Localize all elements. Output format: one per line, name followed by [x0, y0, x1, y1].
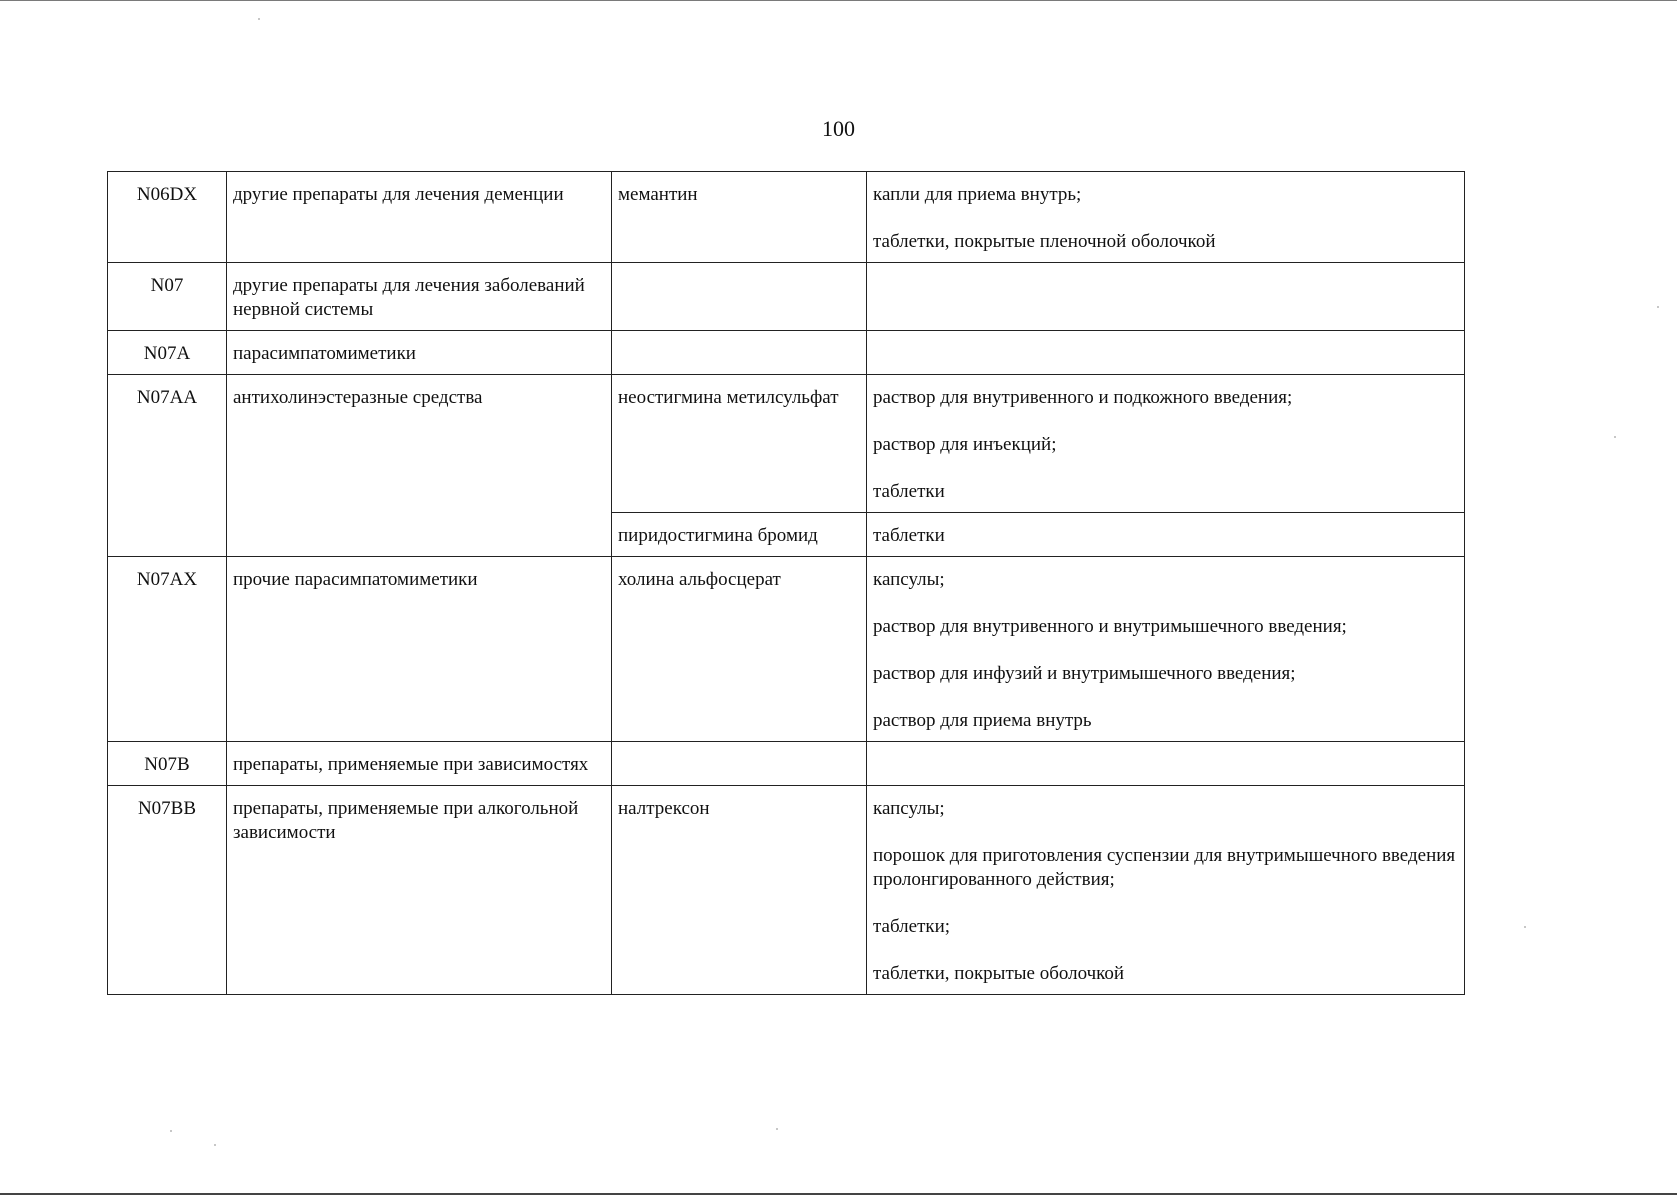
substance-cell: мемантин: [612, 172, 867, 263]
dosage-form-item: порошок для приготовления суспензии для внутримышечного введения пролонгированного действия;: [873, 845, 1456, 890]
dosage-form-item: раствор для инъекций;: [873, 434, 1057, 455]
atc-code-cell: N07: [108, 263, 227, 331]
anatomical-group-cell: другие препараты для лечения заболеваний нервной системы: [227, 263, 612, 331]
atc-code-cell: N07A: [108, 331, 227, 375]
substance-cell: [612, 331, 867, 375]
dosage-forms-cell: [867, 172, 1465, 263]
dosage-form-item: капсулы;: [873, 798, 945, 819]
atc-code-cell: N07B: [108, 742, 227, 786]
scan-speck: [214, 1144, 216, 1146]
table-row: [108, 786, 1465, 995]
table-row: [108, 331, 1465, 375]
drug-table: [107, 171, 1465, 995]
anatomical-group-cell: другие препараты для лечения деменции: [227, 172, 612, 263]
table-row: [108, 557, 1465, 742]
bottom-scan-rule: [0, 1193, 1677, 1195]
substance-cell: неостигмина метилсульфат: [612, 375, 867, 513]
scan-speck: [258, 18, 260, 20]
dosage-form-item: раствор для инфузий и внутримышечного введения;: [873, 663, 1296, 684]
table-row: [108, 375, 1465, 513]
dosage-forms-cell: [867, 375, 1465, 513]
scan-speck: [1524, 926, 1526, 928]
table-row: [108, 172, 1465, 263]
dosage-forms-cell: [867, 331, 1465, 375]
scan-speck: [776, 1128, 778, 1130]
anatomical-group-cell: парасимпатомиметики: [227, 331, 612, 375]
atc-code-cell: N07AX: [108, 557, 227, 742]
substance-cell: [612, 263, 867, 331]
scan-speck: [1657, 306, 1659, 308]
substance-cell: [612, 742, 867, 786]
dosage-forms-cell: [867, 742, 1465, 786]
atc-code-cell: N07AA: [108, 375, 227, 557]
anatomical-group-cell: препараты, применяемые при зависимостях: [227, 742, 612, 786]
table-row: [108, 263, 1465, 331]
anatomical-group-cell: препараты, применяемые при алкогольной зависимости: [227, 786, 612, 995]
page-number: 100: [822, 116, 855, 141]
top-scan-rule: [0, 0, 1677, 1]
scan-speck: [170, 1130, 172, 1132]
dosage-form-item: капли для приема внутрь;: [873, 184, 1082, 205]
atc-code-cell: N06DX: [108, 172, 227, 263]
dosage-form-item: таблетки;: [873, 916, 951, 937]
dosage-form-item: капсулы;: [873, 569, 945, 590]
dosage-form-item: раствор для приема внутрь: [873, 710, 1092, 731]
substance-cell: пиридостигмина бромид: [612, 513, 867, 557]
dosage-form-item: таблетки, покрытые оболочкой: [873, 963, 1125, 984]
dosage-form-item: таблетки, покрытые пленочной оболочкой: [873, 231, 1216, 252]
dosage-forms-cell: [867, 513, 1465, 557]
table-row: [108, 742, 1465, 786]
dosage-form-item: таблетки: [873, 525, 945, 546]
dosage-form-item: таблетки: [873, 481, 945, 502]
anatomical-group-cell: прочие парасимпатомиметики: [227, 557, 612, 742]
dosage-form-item: раствор для внутривенного и внутримышечного введения;: [873, 616, 1347, 637]
table-body: [108, 172, 1465, 995]
dosage-forms-cell: [867, 263, 1465, 331]
dosage-forms-cell: [867, 557, 1465, 742]
atc-code-cell: N07BB: [108, 786, 227, 995]
scan-speck: [1614, 436, 1616, 438]
substance-cell: холина альфосцерат: [612, 557, 867, 742]
dosage-form-item: раствор для внутривенного и подкожного введения;: [873, 387, 1293, 408]
dosage-forms-cell: [867, 786, 1465, 995]
anatomical-group-cell: антихолинэстеразные средства: [227, 375, 612, 557]
substance-cell: налтрексон: [612, 786, 867, 995]
